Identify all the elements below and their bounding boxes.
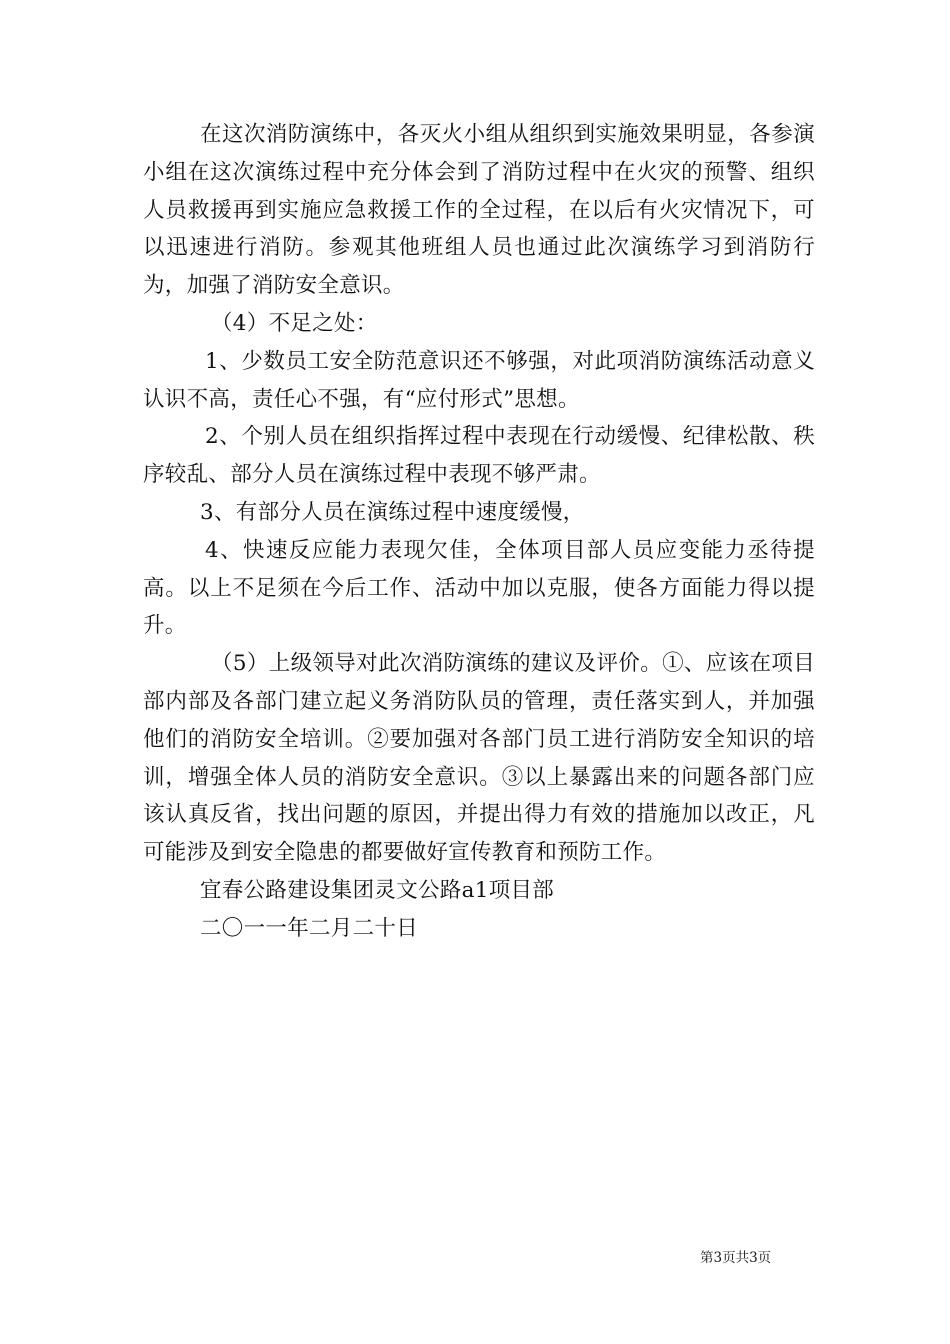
paragraph-drill-summary: 在这次消防演练中，各灭火小组从组织到实施效果明显，各参演小组在这次演练过程中充分体会到了消防过程中在火灾的预警、组织人员救援再到实施应急救援工作的全过程，在以后有火灾情况下，可以迅速进行消防。参观其他班组人员也通过此次演练学习到消防行为，加强了消防安全意识。 <box>143 122 815 299</box>
paragraph-shortcoming-4: 4、快速反应能力表现欠佳，全体项目部人员应变能力丞待提高。以上不足须在今后工作、活动中加以克服，使各方面能力得以提升。 <box>143 537 815 639</box>
page-number-footer: 第3页共3页 <box>700 1250 772 1266</box>
paragraph-shortcomings-heading: （4）不足之处： <box>211 310 378 336</box>
paragraph-shortcoming-1: 1、少数员工安全防范意识还不够强，对此项消防演练活动意义认识不高，责任心不强，有“应付形式”思想。 <box>143 348 815 412</box>
paragraph-shortcoming-3: 3、有部分人员在演练过程中速度缓慢， <box>200 499 585 525</box>
document-body <box>143 116 815 948</box>
signature-organization: 宜春公路建设集团灵文公路a1项目部 <box>200 877 555 903</box>
paragraph-shortcoming-2: 2、个别人员在组织指挥过程中表现在行动缓慢、纪律松散、秩序较乱、部分人员在演练过程中表现不够严肃。 <box>143 424 815 488</box>
signature-date: 二〇一一年二月二十日 <box>200 915 419 941</box>
paragraph-leadership-evaluation: （5）上级领导对此次消防演练的建议及评价。①、应该在项目部内部及各部门建立起义务消防队员的管理，责任落实到人，并加强他们的消防安全培训。②要加强对各部门员工进行消防安全知识的培训，增强全体人员的消防安全意识。③以上暴露出来的问题各部门应该认真反省，找出问题的原因，并提出得力有效的措施加以改正，凡可能涉及到安全隐患的都要做好宣传教育和预防工作。 <box>143 651 815 866</box>
